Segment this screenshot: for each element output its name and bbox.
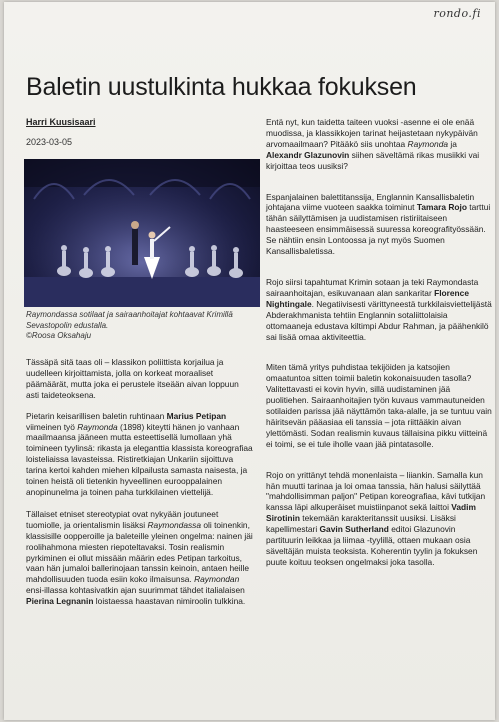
paragraph: Entä nyt, kun taidetta taiteen vuoksi -asenne ei ole enää muodissa, ja klassikkojen tarinat heijastetaan nykypäivän arvomaailmaan? Pitääkö siis unohtaa Raymonda ja Alexandr Glazunovin siihen säveltämä rikas musiikki vai kirjoittaa teos uusiksi? — [266, 117, 480, 171]
article-title: Baletin uustulkinta hukkaa fokuksen — [26, 73, 417, 101]
article-body-left — [26, 357, 254, 617]
publish-date: 2023-03-05 — [26, 137, 73, 147]
author-link[interactable]: Harri Kuusisaari — [26, 117, 96, 127]
article-page — [4, 2, 495, 720]
photo-credit: ©Roosa Oksahaju — [26, 331, 92, 340]
paragraph: Tällaiset etniset stereotypiat ovat nykyään joutuneet tuomiolle, ja orientalismin lisäksi Raymondassa oli toinenkin, klassisille oopperoille ja baleteille yleinen ongelma: nainen jäi roolihahmona miesten riepoteltavaksi. Tosin realismin pyrkiminen ei ollut missään määrin edes Petipan tarkoitus, vaan hän jumaloi ballerinojaan tanssin keinoin, antaen heille mahdollisuuden tuoda esiin koko ilmaisunsa. Raymondan ensi-illassa kohtasivatkin ajan suurimmat tähdet italialaisen Pierina Legnanin loistaessa haastavan nimiroolin tulkkina. — [26, 508, 253, 607]
article-body-right — [266, 117, 494, 578]
photo-caption: Raymondassa sotilaat ja sairaanhoitajat kohtaavat Krimillä Sevastopolin edustalla. ©Roosa Oksahaju — [26, 310, 233, 340]
paragraph: Miten tämä yritys puhdistaa tekijöiden ja katsojien omaatuntoa sitten toimii baletin kokonaisuuden tasolla? Valitettavasti ei kovin hyvin, sillä uudistaminen jää puolitiehen. Sairaanhoitajien työn kuvaus vammautuneiden sotilaiden parissa jää näyttämön taka-alalle, ja se tuntuu vain häiritsevän pääasiaa eli tanssia – jota riittääkin aivan ylettömästi. Sodan realismin kuvaus tällaisina pikku viitteinä ei toimi, se ei tule iholle vaan jää pintatasolle. — [266, 362, 492, 449]
site-logo[interactable]: rondo.fi — [433, 7, 481, 20]
paragraph: Espanjalainen balettitanssija, Englannin Kansallisbaletin johtajana viime vuoteen saakka toiminut Tamara Rojo tarttui tähän säilyttämisen ja uudistamisen ristiriitaiseen haasteeseen ensimmäisessä suuressa koreografityössään. Se nähtiin ensin Lontoossa ja nyt myös Suomen Kansallisbaletissa. — [266, 191, 491, 257]
paragraph: Rojo siirsi tapahtumat Krimin sotaan ja teki Raymondasta sairaanhoitajan, esikuvanaan alan sankaritar Florence Nightingale. Negatiivisesti värittyneestä turkkilaisviettelijästä Abderakhmanista tehtiin Englannin sotaliittolaisia ottomaaneja edustava kiltimpi Abdur Rahman, ja päähenkilö sai lisää omaa aktiviteettia. — [266, 276, 492, 342]
paragraph: Pietarin keisarillisen baletin ruhtinaan Marius Petipan viimeinen työ Raymonda (1898) kiteytti hänen jo vanhaan maailmaansa jääneen mutta esteettisellä lumollaan yhä toimineen tyylinsä: rikasta ja eleganttia klassista koreografiaa loisteliaissa lavasteissa. Ristiretkiajan Unkariin sijoittuva tarina kertoi kahden miehen kilpailusta samasta naisesta, ja toinen heistä oli tietenkin hyveellinen eurooppalainen anopinunelma ja toinen paha turkkilainen viettelijä. — [26, 410, 253, 497]
paragraph: Tässäpä sitä taas oli – klassikon poliittista korjailua ja uudelleen kirjoittamista, jolla on korkeat moraaliset päämäärät, mutta joka ei perustele itseään aivan loppuun asti taideteoksena. — [26, 357, 239, 400]
stage-scene-image — [24, 159, 260, 307]
paragraph: Rojo on yrittänyt tehdä monenlaista – liiankin. Samalla kun hän muutti tarinaa ja loi omaa tanssia, hän halusi säilyttää "mahdollisimman paljon" Petipan koreografiaa, kävi tutkijan kanssa läpi alkuperäiset muistiinpanot sekä laittoi Vadim Sirotinin tekemään karakteritanssit uusiksi. Lisäksi kapellimestari Gavin Sutherland editoi Glazunovin partituurin leikkaa ja liimaa -tyylillä, ottaen mukaan osia säveltäjän muista teoksista. Koherentin tyylin ja fokuksen puute koituu teoksen ongelmaksi joka tasolla. — [266, 469, 486, 567]
ballet-photo — [24, 159, 260, 307]
